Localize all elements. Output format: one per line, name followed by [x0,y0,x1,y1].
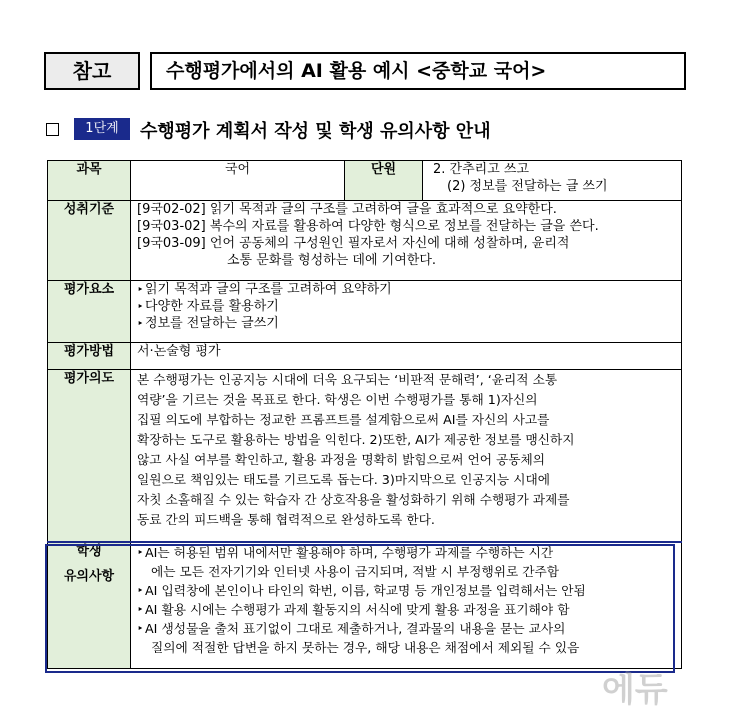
caution-item: ‣ AI 생성물을 출처 표기없이 그대로 제출하거나, 결과물의 내용을 묻는 교사의 [137,619,675,638]
caution-item-continued: 질의에 적절한 답변을 하지 못하는 경우, 해당 내용은 채점에서 제외될 수 있음 [151,639,580,655]
element-item: ‣ 읽기 목적과 글의 구조를 고려하여 요약하기 [137,281,675,298]
table-row-intent [48,370,682,542]
elements-value [131,281,682,343]
cautions-label [48,542,131,669]
intent-line: 않고 사실 여부를 확인하고, 활용 과정을 명확히 밝힘으로써 언어 공동체의 [137,452,546,467]
intent-line: 동료 간의 피드백을 통해 협력적으로 완성하도록 한다. [137,512,435,527]
standard-item-continued: 소통 문화를 형성하는 데에 기여한다. [227,253,437,268]
elements-label: 평가요소 [48,281,131,343]
title-row [44,52,686,92]
reference-label-box: 참고 [44,52,140,90]
element-item: ‣ 다양한 자료를 활용하기 [137,298,675,315]
cautions-label-line: 유의사항 [63,568,115,584]
standard-item: [9국03-02] 복수의 자료를 활용하여 다양한 형식으로 정보를 전달하는 글을 쓴다. [137,219,599,234]
section-title: 수행평가 계획서 작성 및 학생 유의사항 안내 [140,121,491,142]
checkbox-icon [46,123,59,136]
standard-item: [9국03-09] 언어 공동체의 구성원인 필자로서 자신에 대해 성찰하며, 윤리적 [137,236,570,251]
caution-item: ‣ AI는 허용된 범위 내에서만 활용해야 하며, 수행평가 과제를 수행하는 시간 [137,543,675,562]
standards-label: 성취기준 [48,201,131,281]
caution-item: ‣ AI 입력창에 본인이나 타인의 학번, 이름, 학교명 등 개인정보를 입력해서는 안됨 [137,581,675,600]
watermark-logo: 에듀 [602,670,668,710]
method-label: 평가방법 [48,343,131,370]
section-heading [46,118,686,144]
intent-line: 확장하는 도구로 활용하는 방법을 익힌다. 2)또한, AI가 제공한 정보를 맹신하지 [137,432,575,447]
cautions-label-line: 학생 [76,543,102,559]
intent-line: 집필 의도에 부합하는 정교한 프롬프트를 설계함으로써 AI를 자신의 사고를 [137,412,550,427]
unit-value [423,161,682,201]
document-title: 수행평가에서의 AI 활용 예시 <중학교 국어> [150,52,686,90]
step-badge: 1단계 [74,118,130,140]
table-row-elements [48,281,682,343]
method-value: 서·논술형 평가 [131,343,682,370]
standards-value [131,201,682,281]
unit-line: (2) 정보를 전달하는 글 쓰기 [447,179,608,194]
caution-item: ‣ AI 활용 시에는 수행평가 과제 활동지의 서식에 맞게 활용 과정을 표기해야 함 [137,600,675,619]
element-item: ‣ 정보를 전달하는 글쓰기 [137,315,675,332]
intent-line: 일원으로 책임있는 태도를 기르도록 돕는다. 3)마지막으로 인공지능 시대에 [137,472,550,487]
intent-line: 본 수행평가는 인공지능 시대에 더욱 요구되는 ‘비판적 문해력’, ‘윤리적 소통 [137,372,558,387]
table-row-subject [48,161,682,201]
evaluation-plan-table [47,160,682,669]
intent-label: 평가의도 [48,370,131,542]
table-row-cautions [48,542,682,669]
intent-value [131,370,682,542]
standard-item: [9국02-02] 읽기 목적과 글의 구조를 고려하여 글을 효과적으로 요약한다. [137,202,557,217]
table-row-method [48,343,682,370]
intent-line: 자칫 소홀해질 수 있는 학습자 간 상호작용을 활성화하기 위해 수행평가 과제를 [137,492,570,507]
cautions-value [131,542,682,669]
unit-label: 단원 [345,161,423,201]
subject-value: 국어 [131,161,345,201]
subject-label: 과목 [48,161,131,201]
caution-item-continued: 에는 모든 전자기기와 인터넷 사용이 금지되며, 적발 시 부정행위로 간주함 [151,563,560,579]
table-row-standards [48,201,682,281]
unit-line: 2. 간추리고 쓰고 [433,162,530,177]
intent-line: 역량’을 기르는 것을 목표로 한다. 학생은 이번 수행평가를 통해 1)자신의 [137,392,538,407]
